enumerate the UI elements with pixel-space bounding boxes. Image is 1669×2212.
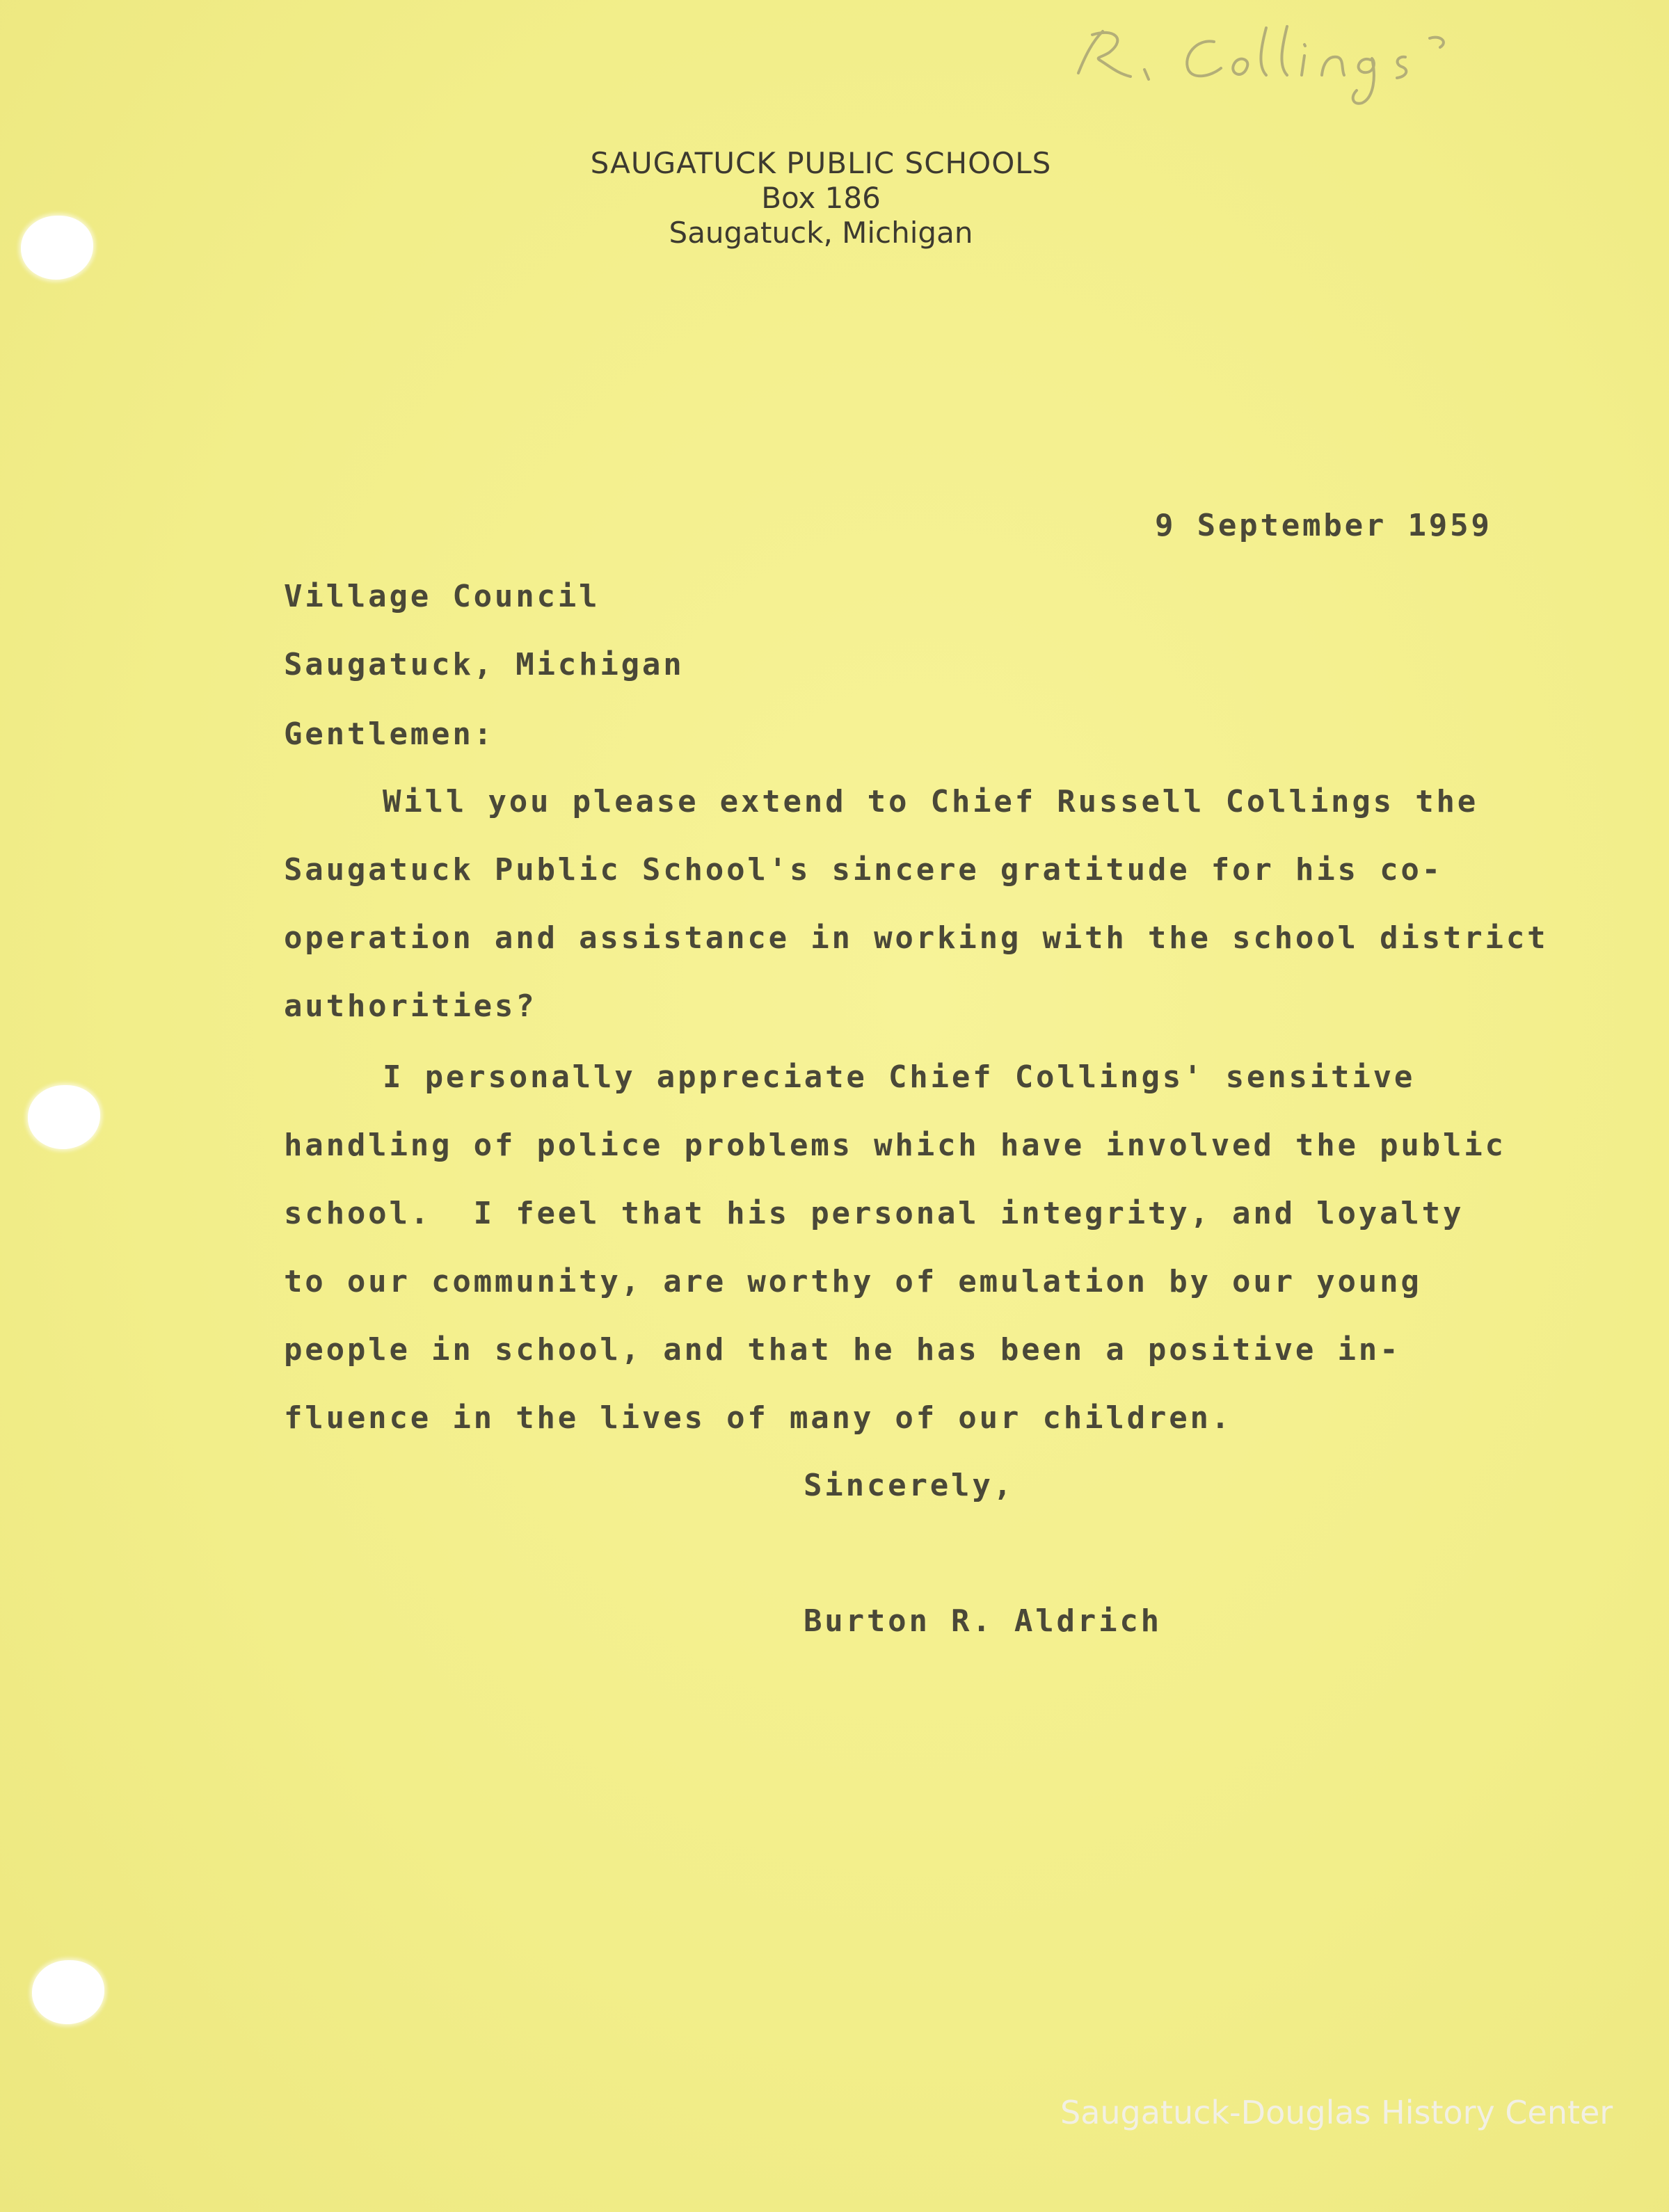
- paragraph-line: school. I feel that his personal integrity, and loyalty: [284, 1196, 1464, 1231]
- signer-name: Burton R. Aldrich: [804, 1603, 1162, 1639]
- archive-watermark: Saugatuck-Douglas History Center: [1060, 2094, 1613, 2131]
- salutation: Gentlemen:: [284, 716, 495, 752]
- paragraph-line: handling of police problems which have involved the public: [284, 1128, 1506, 1163]
- paragraph-line: operation and assistance in working with the school district: [284, 920, 1549, 956]
- letterhead-box: Box 186: [761, 181, 881, 215]
- paragraph-line: authorities?: [284, 988, 537, 1024]
- handwritten-note-text: R. Collings: [1064, 117, 1068, 118]
- recipient-line-1: Village Council: [284, 579, 600, 614]
- recipient-line-2: Saugatuck, Michigan: [284, 647, 685, 682]
- letterhead: [0, 146, 1642, 250]
- paragraph-line: I personally appreciate Chief Collings' sensitive: [383, 1059, 1416, 1095]
- letterhead-city: Saugatuck, Michigan: [669, 216, 973, 250]
- paragraph-line: to our community, are worthy of emulation by our young: [284, 1264, 1422, 1299]
- closing: Sincerely,: [804, 1468, 1014, 1503]
- paragraph-line: Saugatuck Public School's sincere gratitude for his co-: [284, 852, 1443, 888]
- punch-hole: [32, 1960, 104, 2024]
- paragraph-line: people in school, and that he has been a positive in-: [284, 1332, 1401, 1368]
- paragraph-line: fluence in the lives of many of our children.: [284, 1400, 1233, 1436]
- letter-date: 9 September 1959: [1155, 508, 1492, 543]
- punch-hole: [28, 1085, 100, 1149]
- letterhead-organization: SAUGATUCK PUBLIC SCHOOLS: [590, 146, 1052, 180]
- body-paragraph-2: [284, 1043, 1506, 1452]
- body-paragraph-1: [284, 768, 1548, 1041]
- paragraph-line: Will you please extend to Chief Russell Collings the: [383, 784, 1479, 819]
- handwritten-annotation: [1064, 14, 1468, 118]
